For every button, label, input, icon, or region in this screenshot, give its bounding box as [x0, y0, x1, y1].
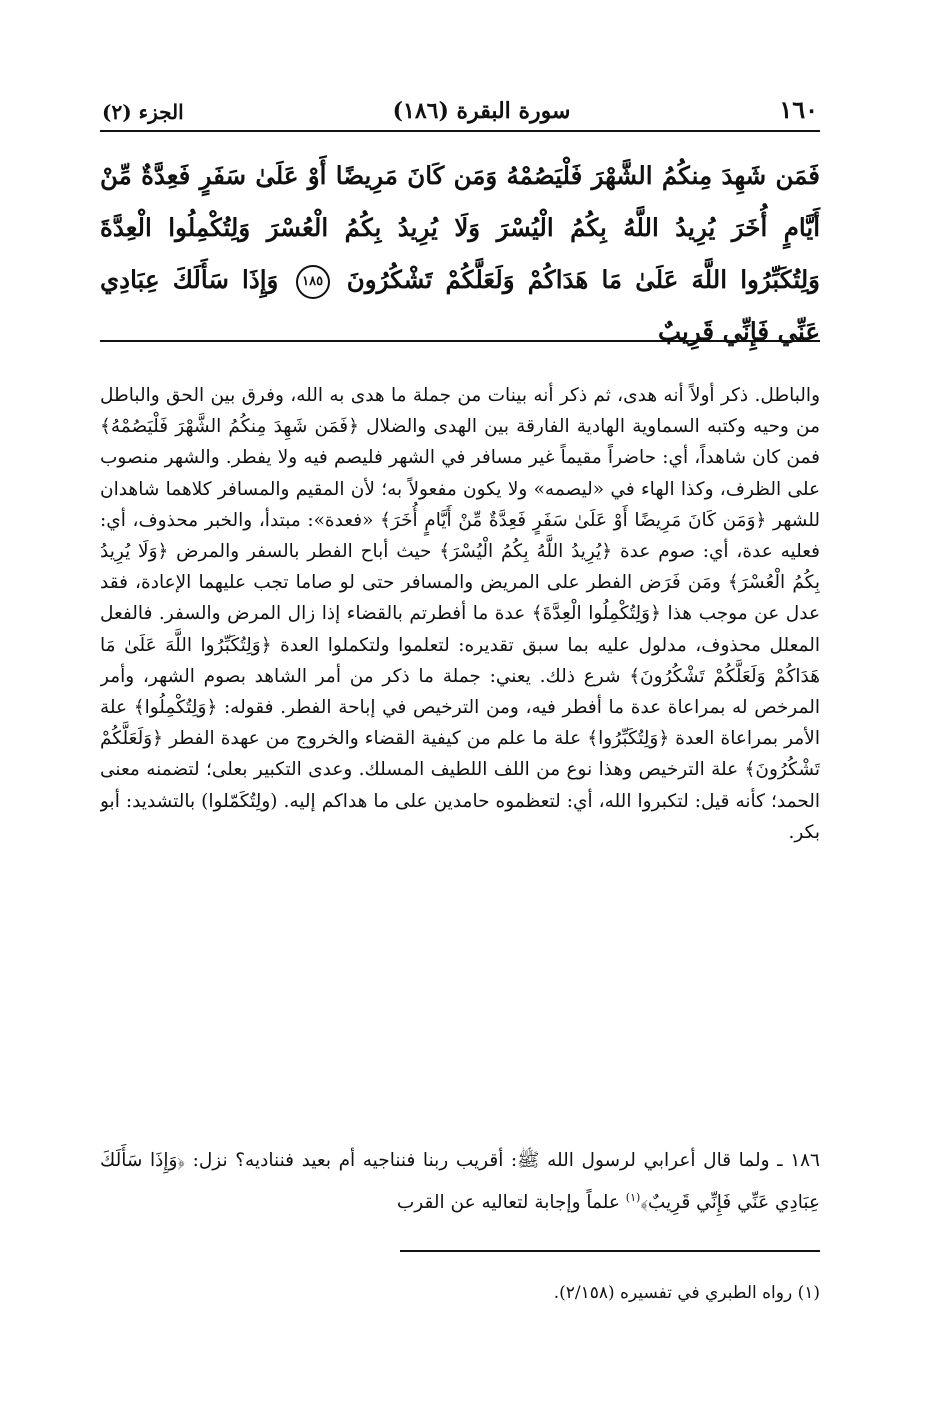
footnote-reference: (١) — [625, 1191, 641, 1204]
verse-text: فَمَن شَهِدَ مِنكُمُ الشَّهْرَ فَلْيَصُمْهُ وَمَن كَانَ مَرِيضًا أَوْ عَلَىٰ سَفَرٍ فَعِدَّةٌ مِّنْ أَيَّامٍ أُخَرَ يُرِيدُ اللَّهُ بِكُمُ الْيُسْرَ وَلَا يُرِيدُ بِكُمُ الْعُسْرَ وَلِتُكْمِلُوا الْعِدَّةَ وَلِتُكَبِّرُوا اللَّهَ عَلَىٰ مَا هَدَاكُمْ وَلَعَلَّكُمْ تَشْكُرُونَ — [100, 161, 821, 294]
footnote: (١) رواه الطبري في تفسيره (٢/١٥٨). — [553, 1283, 820, 1303]
juz-label: الجزء (٢) — [102, 100, 184, 124]
footnote-divider — [400, 1250, 820, 1252]
page-body — [100, 90, 820, 1222]
page-number: ١٦٠ — [779, 95, 818, 124]
sura-title: سورة البقرة (١٨٦) — [392, 98, 571, 124]
verse-text-continued: وَإِذَا سَأَلَكَ عِبَادِي عَنِّي فَإِنِّي قَرِيبٌ — [100, 265, 820, 346]
next-text-continued: علماً وإجابة لتعاليه عن القرب — [396, 1192, 620, 1214]
next-verse-commentary — [100, 1142, 820, 1222]
ayah-number: ١٨٥ — [302, 273, 324, 289]
page-header — [100, 90, 820, 132]
quran-verse-block — [100, 132, 821, 346]
next-text: ١٨٦ ـ ولما قال أعرابي لرسول الله ﷺ: أقريب ربنا فنناجيه أم بعيد فنناديه؟ نزل: ﴿وَإِذَا سَأَلَكَ عِبَادِي عَنِّي فَإِنِّي قَرِيبٌ﴾ — [100, 1150, 820, 1214]
ayah-number-marker — [296, 265, 330, 299]
commentary-paragraph: والباطل. ذكر أولاً أنه هدى، ثم ذكر أنه بينات من جملة ما هدى به الله، وفرق بين الحق والباطل من وحيه وكتبه السماوية الهادية الفارقة بين الهدى والضلال ﴿فَمَن شَهِدَ مِنكُمُ الشَّهْرَ فَلْيَصُمْهُ﴾ فمن كان شاهداً، أي: حاضراً مقيماً غير مسافر في الشهر فليصم فيه ولا يفطر. والشهر منصوب على الظرف، وكذا الهاء في «ليصمه» ولا يكون مفعولاً به؛ لأن المقيم والمسافر كلاهما شاهدان للشهر ﴿وَمَن كَانَ مَرِيضًا أَوْ عَلَىٰ سَفَرٍ فَعِدَّةٌ مِّنْ أَيَّامٍ أُخَرَ﴾ «فعدة»: مبتدأ، والخبر محذوف، أي: فعليه عدة، أي: صوم عدة ﴿يُرِيدُ اللَّهُ بِكُمُ الْيُسْرَ﴾ حيث أباح الفطر بالسفر والمرض ﴿وَلَا يُرِيدُ بِكُمُ الْعُسْرَ﴾ ومَن فَرَض الفطر على المريض والمسافر حتى لو صاما تجب عليهما الإعادة، فقد عدل عن موجب هذا ﴿وَلِتُكْمِلُوا الْعِدَّةَ﴾ عدة ما أفطرتم بالقضاء إذا زال المرض والسفر. فالفعل المعلل محذوف، مدلول عليه بما سبق تقديره: لتعلموا ولتكملوا العدة ﴿وَلِتُكَبِّرُوا اللَّهَ عَلَىٰ مَا هَدَاكُمْ وَلَعَلَّكُمْ تَشْكُرُونَ﴾ شرع ذلك. يعني: جملة ما ذكر من أمر الشاهد بصوم الشهر، وأمر المرخص له بمراعاة عدة ما أفطر فيه، ومن الترخيص في إباحة الفطر. فقوله: ﴿وَلِتُكْمِلُوا﴾ علة الأمر بمراعاة العدة ﴿وَلِتُكَبِّرُوا﴾ علة ما علم من كيفية القضاء والخروج من عهدة الفطر ﴿وَلَعَلَّكُمْ تَشْكُرُونَ﴾ علة الترخيص وهذا نوع من اللف اللطيف المسلك. وعدى التكبير بعلى؛ لتضمنه معنى الحمد؛ كأنه قيل: لتكبروا الله، أي: لتعظموه حامدين على ما هداكم إليه. (ولِتُكَمّلوا) بالتشديد: أبو بكر. — [100, 385, 820, 843]
